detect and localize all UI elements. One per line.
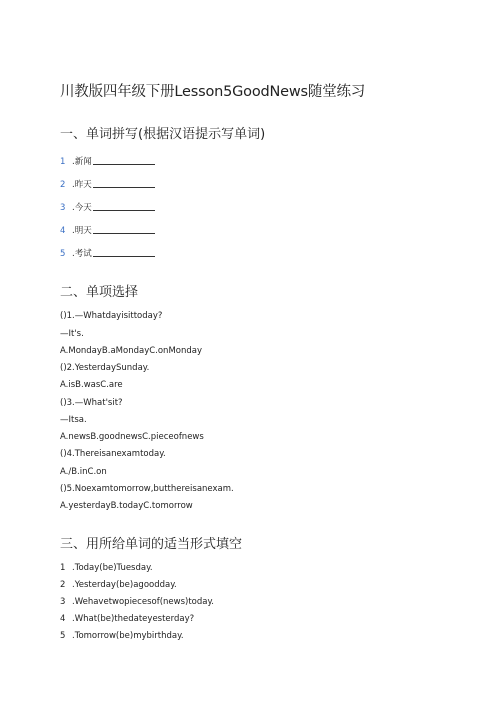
s2-line: —It's. bbox=[60, 329, 84, 339]
s3-item-text: .Wehavetwopiecesof(news)today. bbox=[72, 597, 214, 607]
s3-item-text: .What(be)thedateyesterday? bbox=[72, 614, 195, 624]
s1-item-3 bbox=[60, 201, 155, 213]
s3-item-text: .Tomorrow(be)mybirthday. bbox=[72, 631, 184, 641]
s2-line: A.newsB.goodnewsC.pieceofnews bbox=[60, 432, 204, 442]
s1-item-text: .昨天 bbox=[72, 180, 92, 190]
s1-item-number: 2 bbox=[60, 180, 66, 190]
answer-blank[interactable] bbox=[93, 225, 155, 234]
s1-item-2 bbox=[60, 178, 155, 190]
s3-item-number: 5 bbox=[60, 631, 66, 641]
s2-line: A.isB.wasC.are bbox=[60, 380, 123, 390]
answer-blank[interactable] bbox=[93, 179, 155, 188]
s2-line: A./B.inC.on bbox=[60, 467, 107, 477]
s1-item-text: .明天 bbox=[72, 226, 92, 236]
s2-line: ()2.YesterdaySunday. bbox=[60, 363, 150, 373]
answer-blank[interactable] bbox=[93, 202, 155, 211]
s3-item-number: 3 bbox=[60, 597, 66, 607]
document-title: 川教版四年级下册Lesson5GoodNews随堂练习 bbox=[60, 84, 366, 100]
s1-item-number: 3 bbox=[60, 203, 66, 213]
s3-item-number: 1 bbox=[60, 563, 66, 573]
s1-item-1 bbox=[60, 155, 155, 167]
s1-item-number: 1 bbox=[60, 157, 66, 167]
s3-item-text: .Yesterday(be)agoodday. bbox=[72, 580, 177, 590]
s3-item-number: 4 bbox=[60, 614, 66, 624]
s2-line: ()5.Noexamtomorrow,butthereisanexam. bbox=[60, 484, 234, 494]
s1-item-4 bbox=[60, 224, 155, 236]
s2-line: ()4.Thereisanexamtoday. bbox=[60, 449, 166, 459]
s2-line: —Itsa. bbox=[60, 415, 87, 425]
section-2-heading: 二、单项选择 bbox=[60, 285, 139, 300]
s3-item-2 bbox=[60, 580, 177, 590]
s1-item-5 bbox=[60, 247, 155, 259]
s3-item-5 bbox=[60, 631, 184, 641]
section-1-heading: 一、单词拼写(根据汉语提示写单词) bbox=[60, 127, 266, 142]
section-3-heading: 三、用所给单词的适当形式填空 bbox=[60, 537, 243, 552]
s3-item-1 bbox=[60, 563, 153, 573]
s2-line: ()3.—What'sit? bbox=[60, 398, 123, 408]
answer-blank[interactable] bbox=[93, 156, 155, 165]
s3-item-4 bbox=[60, 614, 194, 624]
s3-item-number: 2 bbox=[60, 580, 66, 590]
s1-item-text: .新闻 bbox=[72, 157, 92, 167]
s1-item-text: .今天 bbox=[72, 203, 92, 213]
s1-item-number: 5 bbox=[60, 249, 66, 259]
answer-blank[interactable] bbox=[93, 248, 155, 257]
s2-line: A.yesterdayB.todayC.tomorrow bbox=[60, 501, 193, 511]
s1-item-number: 4 bbox=[60, 226, 66, 236]
s3-item-text: .Today(be)Tuesday. bbox=[72, 563, 153, 573]
s2-line: ()1.—Whatdayisittoday? bbox=[60, 311, 163, 321]
s2-line: A.MondayB.aMondayC.onMonday bbox=[60, 346, 203, 356]
s1-item-text: .考试 bbox=[72, 249, 92, 259]
s3-item-3 bbox=[60, 597, 214, 607]
